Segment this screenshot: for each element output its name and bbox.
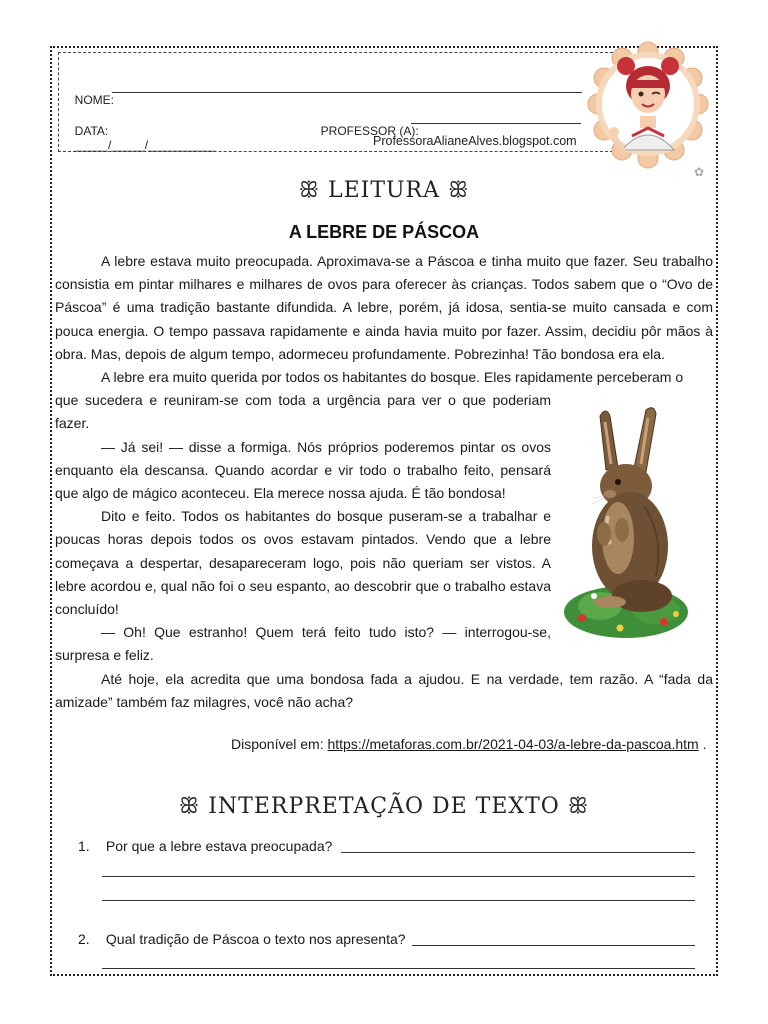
teacher-label: PROFESSOR (A): (320, 124, 419, 138)
date-field[interactable] (68, 110, 215, 152)
teacher-avatar-logo (574, 40, 722, 180)
story-paragraph: que sucedera e reuniram-se com toda a urgência para ver o que poderiam fazer. (55, 392, 551, 432)
decorative-flower-icon: ✿ (694, 165, 705, 179)
story-paragraph: Até hoje, ela acredita que uma bondosa fada a ajudou. E na verdade, tem razão. A “fada da amizade” também faz milagres, você não acha? (55, 670, 713, 710)
question-number: 1. (78, 838, 90, 854)
story-paragraph: — Já sei! — disse a formiga. Nós próprios poderemos pintar os ovos enquanto ela descansa. Quando acordar e vir todo o trabalho feito, pensará que algo de mágico aconteceu. Ela merece nossa ajuda. É tão bondosa! (55, 438, 551, 502)
question-text: Qual tradição de Páscoa o texto nos apresenta? (105, 931, 406, 947)
rabbit-illustration (560, 406, 694, 646)
blog-credit: ProfessoraAlianeAlves.blogspot.com (373, 134, 577, 148)
section-title-reading: ꕥ LEITURA ꕥ (298, 178, 470, 203)
source-citation (231, 736, 706, 752)
question-2 (78, 931, 406, 947)
question-1 (78, 838, 332, 854)
story-title: A LEBRE DE PÁSCOA (288, 222, 480, 242)
answer-line[interactable] (102, 900, 695, 901)
question-text: Por que a lebre estava preocupada? (105, 838, 333, 854)
date-label: DATA: (74, 124, 109, 138)
section-title-interpretation: ꕥ INTERPRETAÇÃO DE TEXTO ꕥ (178, 794, 590, 819)
story-paragraph: A lebre estava muito preocupada. Aproximava-se a Páscoa e tinha muito que fazer. Seu trabalho consistia em pintar milhares e milhares de ovos para oferecer às crianças. Todos sabem que o “Ovo de Páscoa” é uma tradição bastante difundida. A lebre, porém, já idosa, sentia-se muito cansada e com pouca energia. O tempo passava rapidamente e ainda havia muito por fazer. Assim, decidiu pôr mãos à obra. Mas, depois de algum tempo, adormeceu profundamente. Pobrezinha! Tão bondosa era ela. (55, 253, 713, 362)
answer-line[interactable] (341, 852, 695, 853)
answer-line[interactable] (102, 968, 695, 969)
name-line (112, 92, 582, 93)
answer-line[interactable] (102, 876, 695, 877)
date-slots: _____/_____/__________ (74, 138, 215, 152)
question-number: 2. (78, 931, 90, 947)
answer-line[interactable] (412, 945, 695, 946)
name-label: NOME: (74, 93, 115, 107)
story-paragraph: A lebre era muito querida por todos os habitantes do bosque. Eles rapidamente perceberam o (101, 369, 684, 386)
name-field[interactable] (68, 79, 114, 107)
story-paragraph: — Oh! Que estranho! Quem terá feito tudo isto? — interrogou-se, surpresa e feliz. (55, 624, 551, 664)
source-end: . (702, 736, 707, 752)
story-paragraph: Dito e feito. Todos os habitantes do bosque puseram-se a trabalhar e poucas horas depois todos os ovos estavam pintados. Vendo que a lebre começava a despertar, desapareceram logo, pois não queriam ser vistos. A lebre acordou e, qual não foi o seu espanto, ao descobrir que o trabalho estava concluído! (55, 508, 551, 618)
source-link[interactable]: https://metaforas.com.br/2021-04-03/a-lebre-da-pascoa.htm (327, 736, 699, 752)
teacher-line (411, 123, 581, 124)
source-label: Disponível em: (231, 736, 324, 752)
